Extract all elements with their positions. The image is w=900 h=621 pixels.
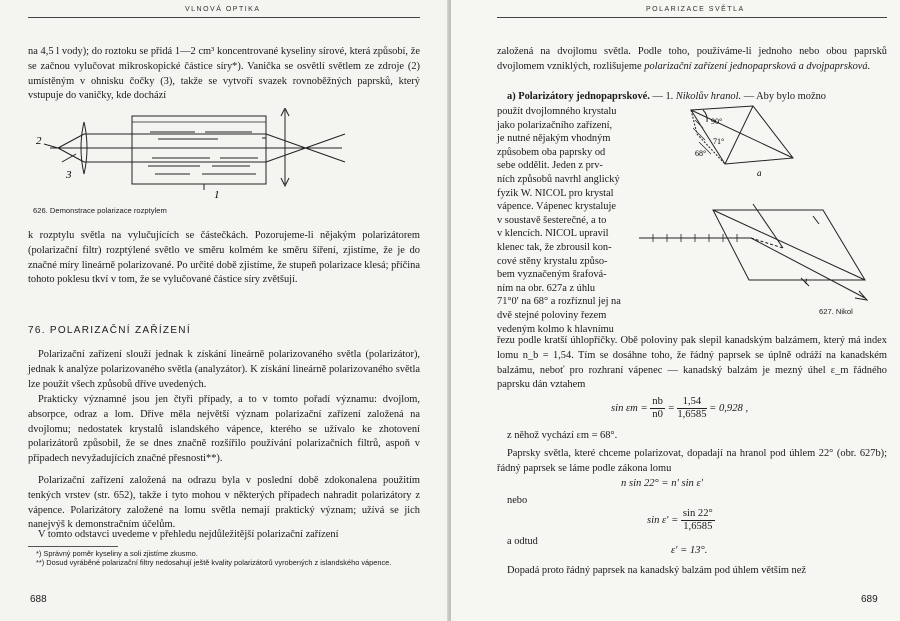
footnote-rule <box>28 546 118 547</box>
paragraph: Polarizační zařízení slouží jednak k získání lineárně polarizovaného světla (polarizátor), jednak k analýze polarizovaného světla (analyzátor). K získání lineárně polarizovaného světla lze použít všech způsobů dříve uvedených. <box>28 349 420 390</box>
right-page <box>451 0 900 621</box>
paragraph: k rozptylu světla na vylučujících se částečkách. Pozorujeme-li nějakým polarizátorem (polarizační filtr) rozptýlené světlo ve směru kolmém ke směru šíření, zjistíme, že je do značné míry lineárně polarizované. Po určité době zjistíme, že stupeň polarizace klesá; příčina tohoto poklesu tkví v tom, že se vylučované částice síry zvětšují. <box>28 230 420 286</box>
angle-label: 68° <box>695 149 707 158</box>
fraction <box>677 396 706 421</box>
text-line: použít dvojlomného krystalu <box>497 106 617 117</box>
paragraph: na 4,5 l vody); do roztoku se přidá 1—2 cm³ koncentrované kyseliny sírové, která způsobí, že se začnou vylučovat mikroskopické částice síry*). Vanička se osvětlí světlem ze zdroje (2) umístěným v ohnisku čočky (3), takže se vytvoří svazek rovnoběžných paprsků, který vstupuje do vaničky, kde dochází <box>28 46 420 102</box>
text-line: vedeným kolmo k hlavnímu <box>497 323 614 335</box>
text-line: v klencích. NICOL upravil <box>497 228 609 240</box>
figure-627-nicol-diagram <box>633 98 895 320</box>
equation-result: ε' = 13°. <box>671 545 708 556</box>
paragraph-italic-text: polarizační zařízení jednopaprsková a dvojpaprsková. <box>644 60 871 72</box>
fraction-denominator: 1,6585 <box>683 521 713 532</box>
text-line: ních způsobů navrhl anglický <box>497 173 620 185</box>
paragraph: Dopadá proto řádný paprsek na kanadský balzám pod úhlem větším než <box>507 565 806 576</box>
fraction-denominator: 1,6585 <box>677 409 707 420</box>
paragraph: Paprsky světla, které chceme polarizovat, dopadají na hranol pod úhlem 22° (obr. 627b); řádný paprsek se láme podle zákona lomu <box>497 448 887 474</box>
paragraph: z něhož vychází εm = 68°. <box>507 430 618 441</box>
text-line: je nutné nějakým vhodným <box>497 133 611 145</box>
figure-label-1: 1 <box>214 189 220 200</box>
section-title: 76. POLARIZAČNÍ ZAŘÍZENÍ <box>28 325 191 336</box>
figure-label-a: a <box>757 168 762 178</box>
fraction-numerator: 1,54 <box>677 396 706 409</box>
text-line: způsobem oba paprsky od <box>497 146 606 158</box>
text-line: ním na obr. 627a z úhlu <box>497 282 596 294</box>
text-line: cové stěny krystalu způso- <box>497 255 608 267</box>
text-line: dvě stejné poloviny řezem <box>497 309 607 321</box>
equation-sin-epsilon <box>647 508 715 533</box>
page-number-right: 689 <box>861 594 878 605</box>
text-line: fyzik W. NICOL pro krystal <box>497 187 614 199</box>
header-rule-left <box>28 17 420 18</box>
fraction-numerator: nb <box>652 396 663 407</box>
equation-snell: n sin 22° = n' sin ε' <box>621 478 703 489</box>
equation-lhs: sin ε' = <box>647 514 679 526</box>
footnote: **) Dosud vyráběné polarizační filtry nedosahují ještě kvality polarizátorů vyrobených z islandského vápence. <box>36 558 392 567</box>
equation-equals: = <box>667 402 675 414</box>
running-header-left: VLNOVÁ OPTIKA <box>185 6 261 13</box>
angle-label: 71° <box>713 137 725 146</box>
equation-lhs: sin εm = <box>611 402 648 414</box>
paragraph: Prakticky významné jsou jen čtyři případy, a to v tomto pořadí významu: dvojlom, absorpce, odraz a lom. Dříve měla největší význam polarizační zařízení založená na dvojlomu; nedostatek krystalů islandského vápence, kterého se užívalo ke zhotovení polarizátorů způsobil, že se dnes značně rozšířilo používání polarizačních filtrů, aspoň v případech nevyžadujících značné přesnosti**). <box>28 394 420 465</box>
footnote: *) Správný poměr kyseliny a soli zjistíme zkusmo. <box>36 549 198 558</box>
sub-heading-bold: a) Polarizátory jednopaprskové. <box>507 91 650 102</box>
angle-label: 90° <box>711 117 723 126</box>
connective-word: a odtud <box>507 536 538 547</box>
sub-heading-italic: Nikolův hranol. <box>675 91 742 102</box>
text-line: 71°0' na 68° a rozříznul jej na <box>497 296 621 308</box>
fraction <box>650 396 665 421</box>
sub-heading-tail: — Aby bylo možno <box>743 91 826 102</box>
sub-heading-number: — 1. <box>652 91 674 102</box>
paragraph-text: založená na dvojlomu světla. Podle toho, používáme-li jednoho nebo obou paprsků dvojlomem vzniklých, rozlišujeme <box>497 46 887 72</box>
text-line: v soustavě šesterečné, a to <box>497 214 607 226</box>
fraction-numerator: sin 22° <box>682 508 713 519</box>
figure-label-t: t <box>805 276 808 286</box>
equation-mezny-uhel <box>611 396 748 421</box>
text-line: bem vyznačeným šrafová- <box>497 269 607 281</box>
figure-caption: 627. Nikol <box>819 307 853 316</box>
text-line: sebe oddělit. Jeden z prv- <box>497 160 603 172</box>
equation-rhs: = 0,928 , <box>709 402 749 414</box>
text-line: vápence. Vápenec krystaluje <box>497 201 616 213</box>
connective-word: nebo <box>507 495 528 506</box>
text-line: klenec tak, že zbrousil kon- <box>497 241 612 253</box>
figure-caption: 626. Demonstrace polarizace rozptylem <box>33 206 167 215</box>
figure-626-diagram <box>30 108 375 200</box>
paragraph: V tomto odstavci uvedeme v přehledu nejdůležitější polarizační zařízení <box>38 529 339 540</box>
paragraph <box>497 45 887 75</box>
figure-label-2: 2 <box>36 135 42 147</box>
paragraph: řezu podle kratší úhlopříčky. Obě poloviny pak slepil kanadským balzámem, který má index lomu n_b = 1,54. Tím se dosáhne toho, že řádný paprsek se úplně odráží na kanadském balzámu, neboť pro rozhraní vápenec — kanadský balzám je mezný úhel ε_m řádného paprsku dán vztahem <box>497 335 887 391</box>
page-number-left: 688 <box>30 594 47 605</box>
running-header-right: POLARIZACE SVĚTLA <box>646 6 745 13</box>
left-page <box>0 0 449 621</box>
header-rule-right <box>497 17 887 18</box>
narrow-text-column <box>497 105 645 336</box>
text-line: jako polarizačního zařízení, <box>497 119 613 131</box>
paragraph: Polarizační zařízení založená na odrazu byla v poslední době zdokonalena použitím tenkých vrstev (str. 652), takže i tyto mohou v některých případech nahradit polarizátory z vápence. Polarizátory založené na lomu světla nemají praktický význam; užívá se jich nanejvýš k demonstračním účelům. <box>28 475 420 531</box>
fraction-denominator: n0 <box>652 409 663 420</box>
figure-label-3: 3 <box>66 169 72 181</box>
fraction <box>681 508 715 533</box>
